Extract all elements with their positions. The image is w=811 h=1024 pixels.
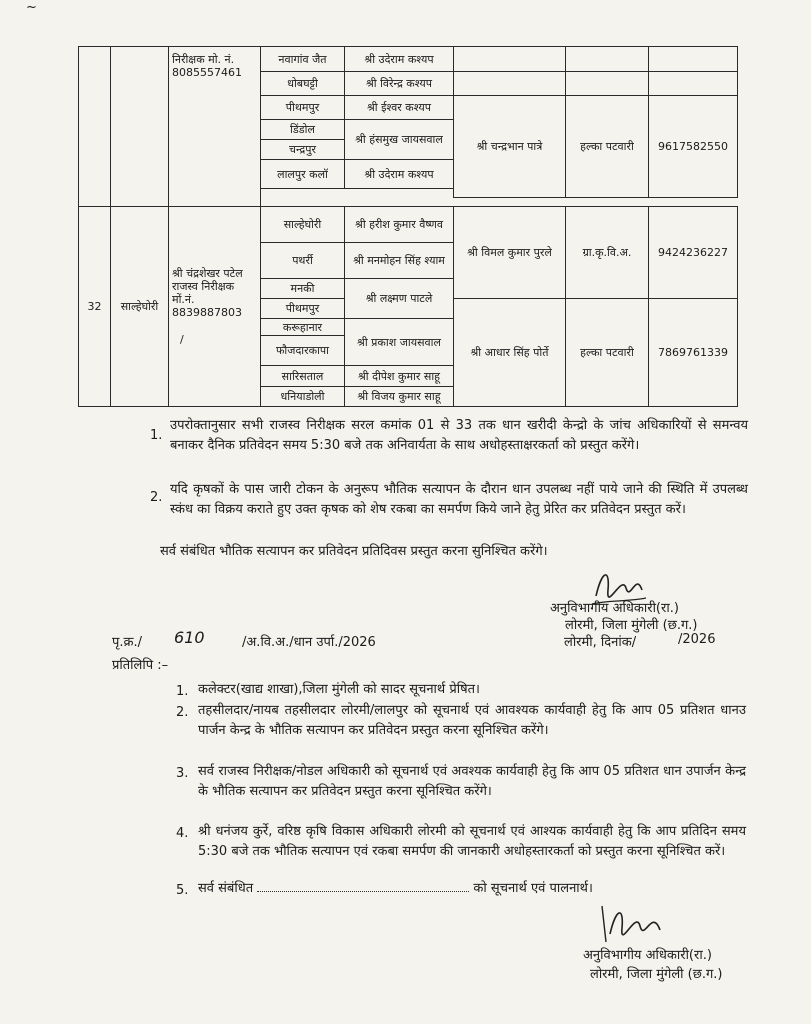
- designation-cell: हल्का पटवारी: [566, 96, 649, 198]
- copy-item-suffix: को सूचनार्थ एवं पालनार्थ।: [473, 881, 593, 896]
- inspector-person-cell: श्री उदेराम कश्यप: [345, 160, 454, 189]
- inspector-person-cell: श्री विरेन्द्र कश्यप: [345, 72, 454, 96]
- reference-middle: /अ.वि.अ./धान उर्पा./2026: [242, 635, 376, 650]
- inspector-person-cell: श्री प्रकाश जायसवाल: [345, 319, 454, 366]
- copy-item: कलेक्टर(खाद्य शाखा),जिला मुंगेली को सादर सूचनार्थ प्रेषित।: [198, 682, 480, 697]
- inspector-person-cell: श्री हंसमुख जायसवाल: [345, 120, 454, 160]
- table-row: [79, 207, 738, 243]
- allocation-table: [78, 46, 738, 407]
- closing-line: सर्व संबंधित भौतिक सत्यापन कर प्रतिवेदन प्रतिदिवस प्रस्तुत करना सुनिश्चित करेंगे।: [160, 544, 548, 559]
- signature-title: अनुविभागीय अधिकारी(रा.): [550, 601, 679, 616]
- serial-cell: 32: [79, 207, 111, 407]
- village-cell: पीथमपुर: [261, 299, 345, 319]
- blank-dotted-line: [257, 879, 469, 892]
- nodal-officer-cell: श्री विमल कुमार पुरले: [454, 207, 566, 299]
- copy-item-fill: [198, 879, 758, 899]
- village-cell: मनकी: [261, 279, 345, 299]
- village-cell: सारिसताल: [261, 366, 345, 387]
- village-cell: चन्द्रपुर: [261, 140, 345, 160]
- nodal-officer-cell: श्री आधार सिंह पोर्ते: [454, 299, 566, 407]
- village-cell: धनियाडोली: [261, 387, 345, 407]
- reference-prefix: पृ.क्र./: [112, 635, 143, 650]
- designation-cell: ग्रा.कृ.वि.अ.: [566, 207, 649, 299]
- inspector-person-cell: श्री दीपेश कुमार साहू: [345, 366, 454, 387]
- inspector-person-cell: श्री विजय कुमार साहू: [345, 387, 454, 407]
- copy-number: 2.: [176, 705, 189, 720]
- copy-number: 3.: [176, 766, 189, 781]
- copy-number: 4.: [176, 826, 189, 841]
- copy-item: तहसीलदार/नायब तहसीलदार लोरमी/लालपुर को सूचनार्थ एवं आवश्यक कार्यवाही हेतु कि आप 05 प्रतिशत धानउ पार्जन केन्द्र के भौतिक सत्यापन कर प्रतिवेदन प्रस्तुत करना सूनिश्चित करेंगे।: [198, 703, 746, 738]
- copy-item-prefix: सर्व संबंधित: [198, 881, 254, 896]
- inspector-person-cell: श्री ईश्वर कश्यप: [345, 96, 454, 120]
- inspector-cell: [169, 207, 261, 407]
- reference-year: /2026: [678, 632, 716, 647]
- reference-place-date: लोरमी, दिनांक/: [564, 635, 637, 650]
- copy-item: सर्व राजस्व निरीक्षक/नोडल अधिकारी को सूचनार्थ एवं अवश्यक कार्यवाही हेतु कि आप 05 प्रतिशत धान उपार्जन केन्द्र के भौतिक सत्यापन कर प्रतिवेदन प्रस्तुत करना सूनिश्चित करेंगे।: [198, 764, 746, 799]
- inspector-text: श्री चंद्रशेखर पटेल राजस्व निरीक्षक मों.नं. 8839887803: [172, 267, 243, 319]
- village-cell: पीथमपुर: [261, 96, 345, 120]
- table-row: [79, 47, 738, 72]
- village-cell: फौजदारकापा: [261, 336, 345, 366]
- signature-place: लोरमी, जिला मुंगेली (छ.ग.): [565, 618, 698, 633]
- inspector-person-cell: श्री हरीश कुमार वैष्णव: [345, 207, 454, 243]
- inspector-cell: निरीक्षक मो. नं. 8085557461: [169, 47, 261, 207]
- signature-scribble: [596, 896, 666, 946]
- reference-line: [112, 628, 722, 654]
- copy-heading: प्रतिलिपि :–: [112, 658, 169, 673]
- page-corner-mark: ~: [26, 0, 37, 15]
- village-cell: करूहानार: [261, 319, 345, 336]
- phone-cell: 7869761339: [649, 299, 738, 407]
- village-cell: धोबघट्टी: [261, 72, 345, 96]
- reference-number: 610: [174, 628, 205, 647]
- instruction-number: 1.: [150, 428, 163, 443]
- nodal-officer-cell: श्री चन्द्रभान पात्रे: [454, 96, 566, 198]
- instruction-paragraph: उपरोक्तानुसार सभी राजस्व निरीक्षक सरल कमांक 01 से 33 तक धान खरीदी केन्द्रो के जांच अधिकारियों से समन्वय बनाकर दैनिक प्रतिवेदन समय 5:30 बजे तक अनिवार्यता के साथ अधोहस्ताक्षरकर्ता को प्रस्तुत करेंगे।: [170, 418, 748, 453]
- village-cell: लालपुर कलॉ: [261, 160, 345, 189]
- pen-mark: /: [180, 333, 184, 346]
- inspector-person-cell: श्री उदेराम कश्यप: [345, 47, 454, 72]
- inspector-person-cell: श्री लक्ष्मण पाटले: [345, 279, 454, 319]
- signature-title: अनुविभागीय अधिकारी(रा.): [583, 948, 712, 963]
- circle-cell: साल्हेघोरी: [111, 207, 169, 407]
- copy-item: श्री धनंजय कुर्रे, वरिष्ठ कृषि विकास अधिकारी लोरमी को सूचनार्थ एवं आश्यक कार्यवाही हेतु कि आप प्रतिदिन समय 5:30 बजे तक भौतिक सत्यापन एवं रकबा समर्पण की जानकारी अधोहस्तारकर्ता को प्रस्तुत करना सूनिश्चित करें।: [198, 824, 746, 859]
- copy-number: 5.: [176, 883, 189, 898]
- instruction-number: 2.: [150, 490, 163, 505]
- phone-cell: 9617582550: [649, 96, 738, 198]
- inspector-person-cell: श्री मनमोहन सिंह श्याम: [345, 243, 454, 279]
- designation-cell: हल्का पटवारी: [566, 299, 649, 407]
- village-cell: डिंडोल: [261, 120, 345, 140]
- phone-cell: 9424236227: [649, 207, 738, 299]
- village-cell: नवागांव जैत: [261, 47, 345, 72]
- instruction-paragraph: यदि कृषकों के पास जारी टोकन के अनुरूप भौतिक सत्यापन के दौरान धान उपलब्ध नहीं पाये जाने की स्थिति में उपलब्ध स्कंध का विक्रय कराते हुए उक्त कृषक को शेष रकबा का समर्पण किये जाने हेतु प्रेरित कर प्रतिवेदन प्रस्तुत करें।: [170, 482, 748, 517]
- signature-place: लोरमी, जिला मुंगेली (छ.ग.): [590, 967, 723, 982]
- village-cell: साल्हेघोरी: [261, 207, 345, 243]
- copy-number: 1.: [176, 684, 189, 699]
- village-cell: पथर्री: [261, 243, 345, 279]
